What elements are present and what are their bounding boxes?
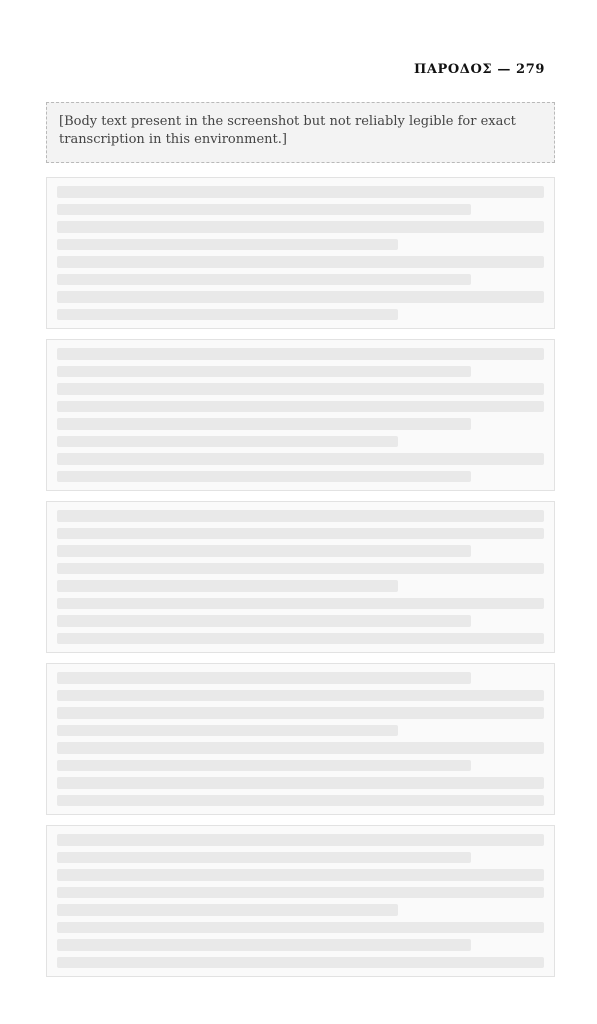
paragraph-block-4 [46, 663, 555, 815]
paragraph-lines-3 [57, 510, 544, 644]
text-line [57, 186, 544, 198]
text-line [57, 453, 544, 465]
text-line [57, 274, 471, 286]
text-line [57, 418, 471, 430]
text-line [57, 291, 544, 303]
text-line [57, 256, 544, 268]
text-line [57, 348, 544, 360]
paragraph-lines-1 [57, 186, 544, 320]
page-header [414, 62, 545, 77]
body-text-placeholder [46, 102, 555, 163]
text-line [57, 939, 471, 951]
text-line [57, 742, 544, 754]
text-line [57, 383, 544, 395]
text-line [57, 904, 398, 916]
text-line [57, 309, 398, 321]
text-line [57, 436, 398, 448]
text-line [57, 852, 471, 864]
text-line [57, 777, 544, 789]
paragraph-lines-2 [57, 348, 544, 482]
text-line [57, 707, 544, 719]
running-head: ΠΑΡΟΔΟΣ — 279 [413, 62, 545, 77]
text-line [57, 563, 544, 575]
body-text-layout [46, 177, 555, 977]
page-body [46, 102, 555, 989]
paragraph-block-2 [46, 339, 555, 491]
text-line [57, 633, 544, 645]
paragraph-lines-5 [57, 834, 544, 968]
text-line [57, 598, 544, 610]
text-line [57, 690, 544, 702]
text-line [57, 725, 398, 737]
text-line [57, 204, 471, 216]
text-line [57, 580, 398, 592]
text-line [57, 528, 544, 540]
text-line [57, 760, 471, 772]
text-line [57, 795, 544, 807]
text-line [57, 221, 544, 233]
paragraph-block-3 [46, 501, 555, 653]
paragraph-lines-4 [57, 672, 544, 806]
body-text-note: [Body text present in the screenshot but not reliably legible for exact transcription in this environment.] [59, 114, 516, 147]
text-line [57, 922, 544, 934]
text-line [57, 471, 471, 483]
text-line [57, 887, 544, 899]
text-line [57, 834, 544, 846]
text-line [57, 957, 544, 969]
text-line [57, 401, 544, 413]
text-line [57, 615, 471, 627]
text-line [57, 545, 471, 557]
text-line [57, 510, 544, 522]
text-line [57, 869, 544, 881]
paragraph-block-5 [46, 825, 555, 977]
text-line [57, 239, 398, 251]
paragraph-block-1 [46, 177, 555, 329]
text-line [57, 672, 471, 684]
text-line [57, 366, 471, 378]
